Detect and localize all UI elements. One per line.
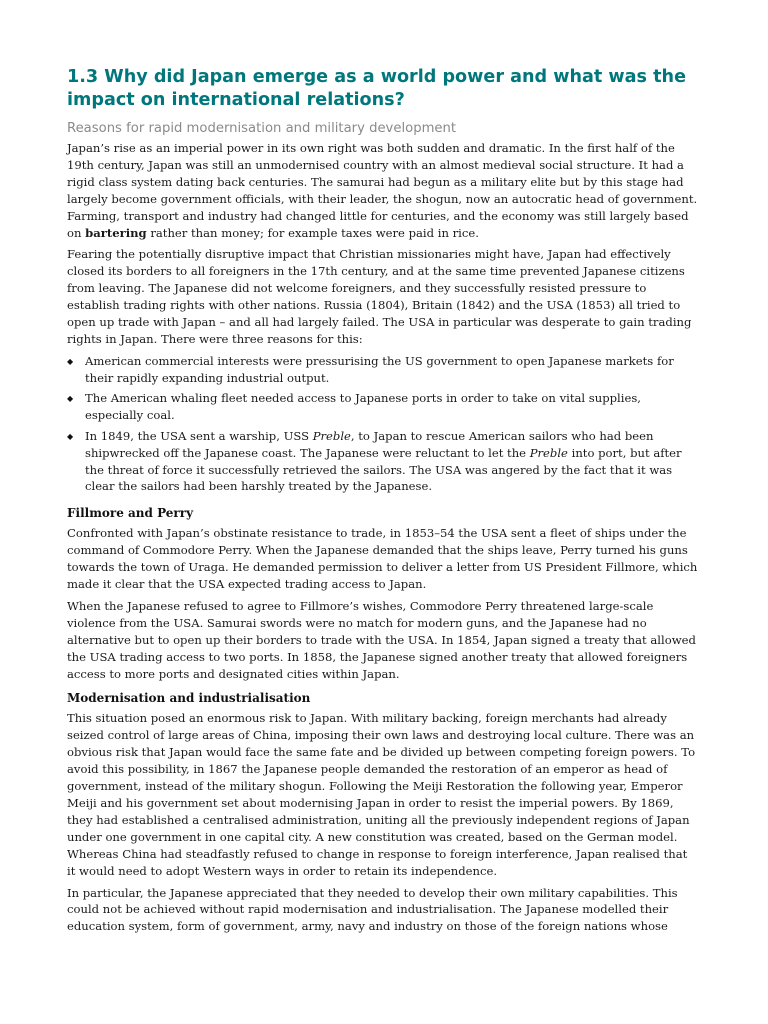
list-item-text-b: , to Japan to rescue American sailors who had been shipwrecked off the Japanese coast. The Japanese were reluctant to let the [85, 428, 654, 460]
borders-paragraph: Fearing the potentially disruptive impact that Christian missionaries might have, Japan had effectively closed its borders to all foreigners in the 17th century, and at the same time prevented Japanese citizens from leaving. The Japanese did not welcome foreigners, and they successfully resisted pressure to establish trading rights with other nations. Russia (1804), Britain (1842) and the USA (1853) all tried to open up trade with Japan – and all had largely failed. The USA in particular was desperate to gain trading rights in Japan. There were three reasons for this: [67, 247, 692, 346]
list-item-text: The American whaling fleet needed access to Japanese ports in order to take on vital supplies, especially coal. [85, 391, 641, 423]
list-item [67, 390, 699, 424]
fillmore-paragraph-1: Confronted with Japan’s obstinate resistance to trade, in 1853–54 the USA sent a fleet of ships under the command of Commodore Perry. When the Japanese demanded that the ships leave, Perry turned his guns towards the town of Uraga. He demanded permission to deliver a letter from US President Fillmore, which made it clear that the USA expected trading access to Japan. [67, 526, 698, 592]
section-title-fillmore-perry: Fillmore and Perry [67, 506, 194, 521]
section-title-modernisation: Modernisation and industrialisation [67, 691, 311, 706]
intro-paragraph [67, 140, 699, 241]
intro-text-a: Japan’s rise as an imperial power in its own right was both sudden and dramatic. In the first half of the 19th century, Japan was still an unmodernised country with an almost medieval social structure. It had a rigid class system dating back centuries. The samurai had begun as a military elite but by this stage had largely become government officials, with their leader, the shogun, now an autocratic head of government. Farming, transport and industry had changed little for centuries, and the economy was still largely based on [67, 141, 698, 240]
diamond-bullet-icon: ◆ [67, 394, 74, 404]
list-item [67, 428, 699, 496]
diamond-bullet-icon: ◆ [67, 356, 74, 366]
list-item [67, 353, 699, 387]
list-item-text-c: into port, but after the threat of force it successfully retrieved the sailors. The USA was angered by the fact that it was clear the sailors had been harshly treated by the Japanese. [85, 445, 682, 494]
diamond-bullet-icon: ◆ [67, 431, 74, 441]
ship-name: Preble [529, 445, 568, 460]
list-item-text: American commercial interests were pressurising the US government to open Japanese markets for their rapidly expanding industrial output. [85, 353, 674, 385]
modernisation-paragraph-1: This situation posed an enormous risk to Japan. With military backing, foreign merchants had already seized control of large areas of China, imposing their own laws and destroying local culture. There was an obvious risk that Japan would face the same fate and be divided up between competing foreign powers. To avoid this possibility, in 1867 the Japanese people demanded the restoration of an emperor as head of government, instead of the military shogun. Following the Meiji Restoration the following year, Emperor Meiji and his government set about modernising Japan in order to resist the imperial powers. By 1869, they had established a centralised administration, uniting all the previously independent regions of Japan under one government in one capital city. A new constitution was created, based on the German model. Whereas China had steadfastly refused to change in response to foreign interference, Japan realised that it would need to adopt Western ways in order to retain its independence. [67, 711, 696, 878]
intro-text-b: rather than money; for example taxes were paid in rice. [146, 225, 479, 240]
subheading: Reasons for rapid modernisation and military development [67, 121, 457, 136]
reasons-list [67, 353, 704, 495]
fillmore-paragraph-2: When the Japanese refused to agree to Fillmore’s wishes, Commodore Perry threatened large-scale violence from the USA. Samurai swords were no match for modern guns, and the Japanese had no alternative but to open up their borders to trade with the USA. In 1854, Japan signed a treaty that allowed the USA trading access to two ports. In 1858, the Japanese signed another treaty that allowed foreigners access to more ports and designated cities within Japan. [67, 598, 696, 681]
ship-name: Preble [312, 428, 351, 443]
modernisation-paragraph-2: In particular, the Japanese appreciated that they needed to develop their own military capabilities. This could not be achieved without rapid modernisation and industrialisation. The Japanese modelled their education system, form of government, army, navy and industry on those of the foreign nations whose [67, 885, 678, 934]
key-term-bartering: bartering [85, 225, 147, 240]
list-item-text-a: In 1849, the USA sent a warship, USS [85, 428, 313, 443]
section-heading: 1.3 Why did Japan emerge as a world power and what was the impact on international relations? [67, 67, 687, 110]
